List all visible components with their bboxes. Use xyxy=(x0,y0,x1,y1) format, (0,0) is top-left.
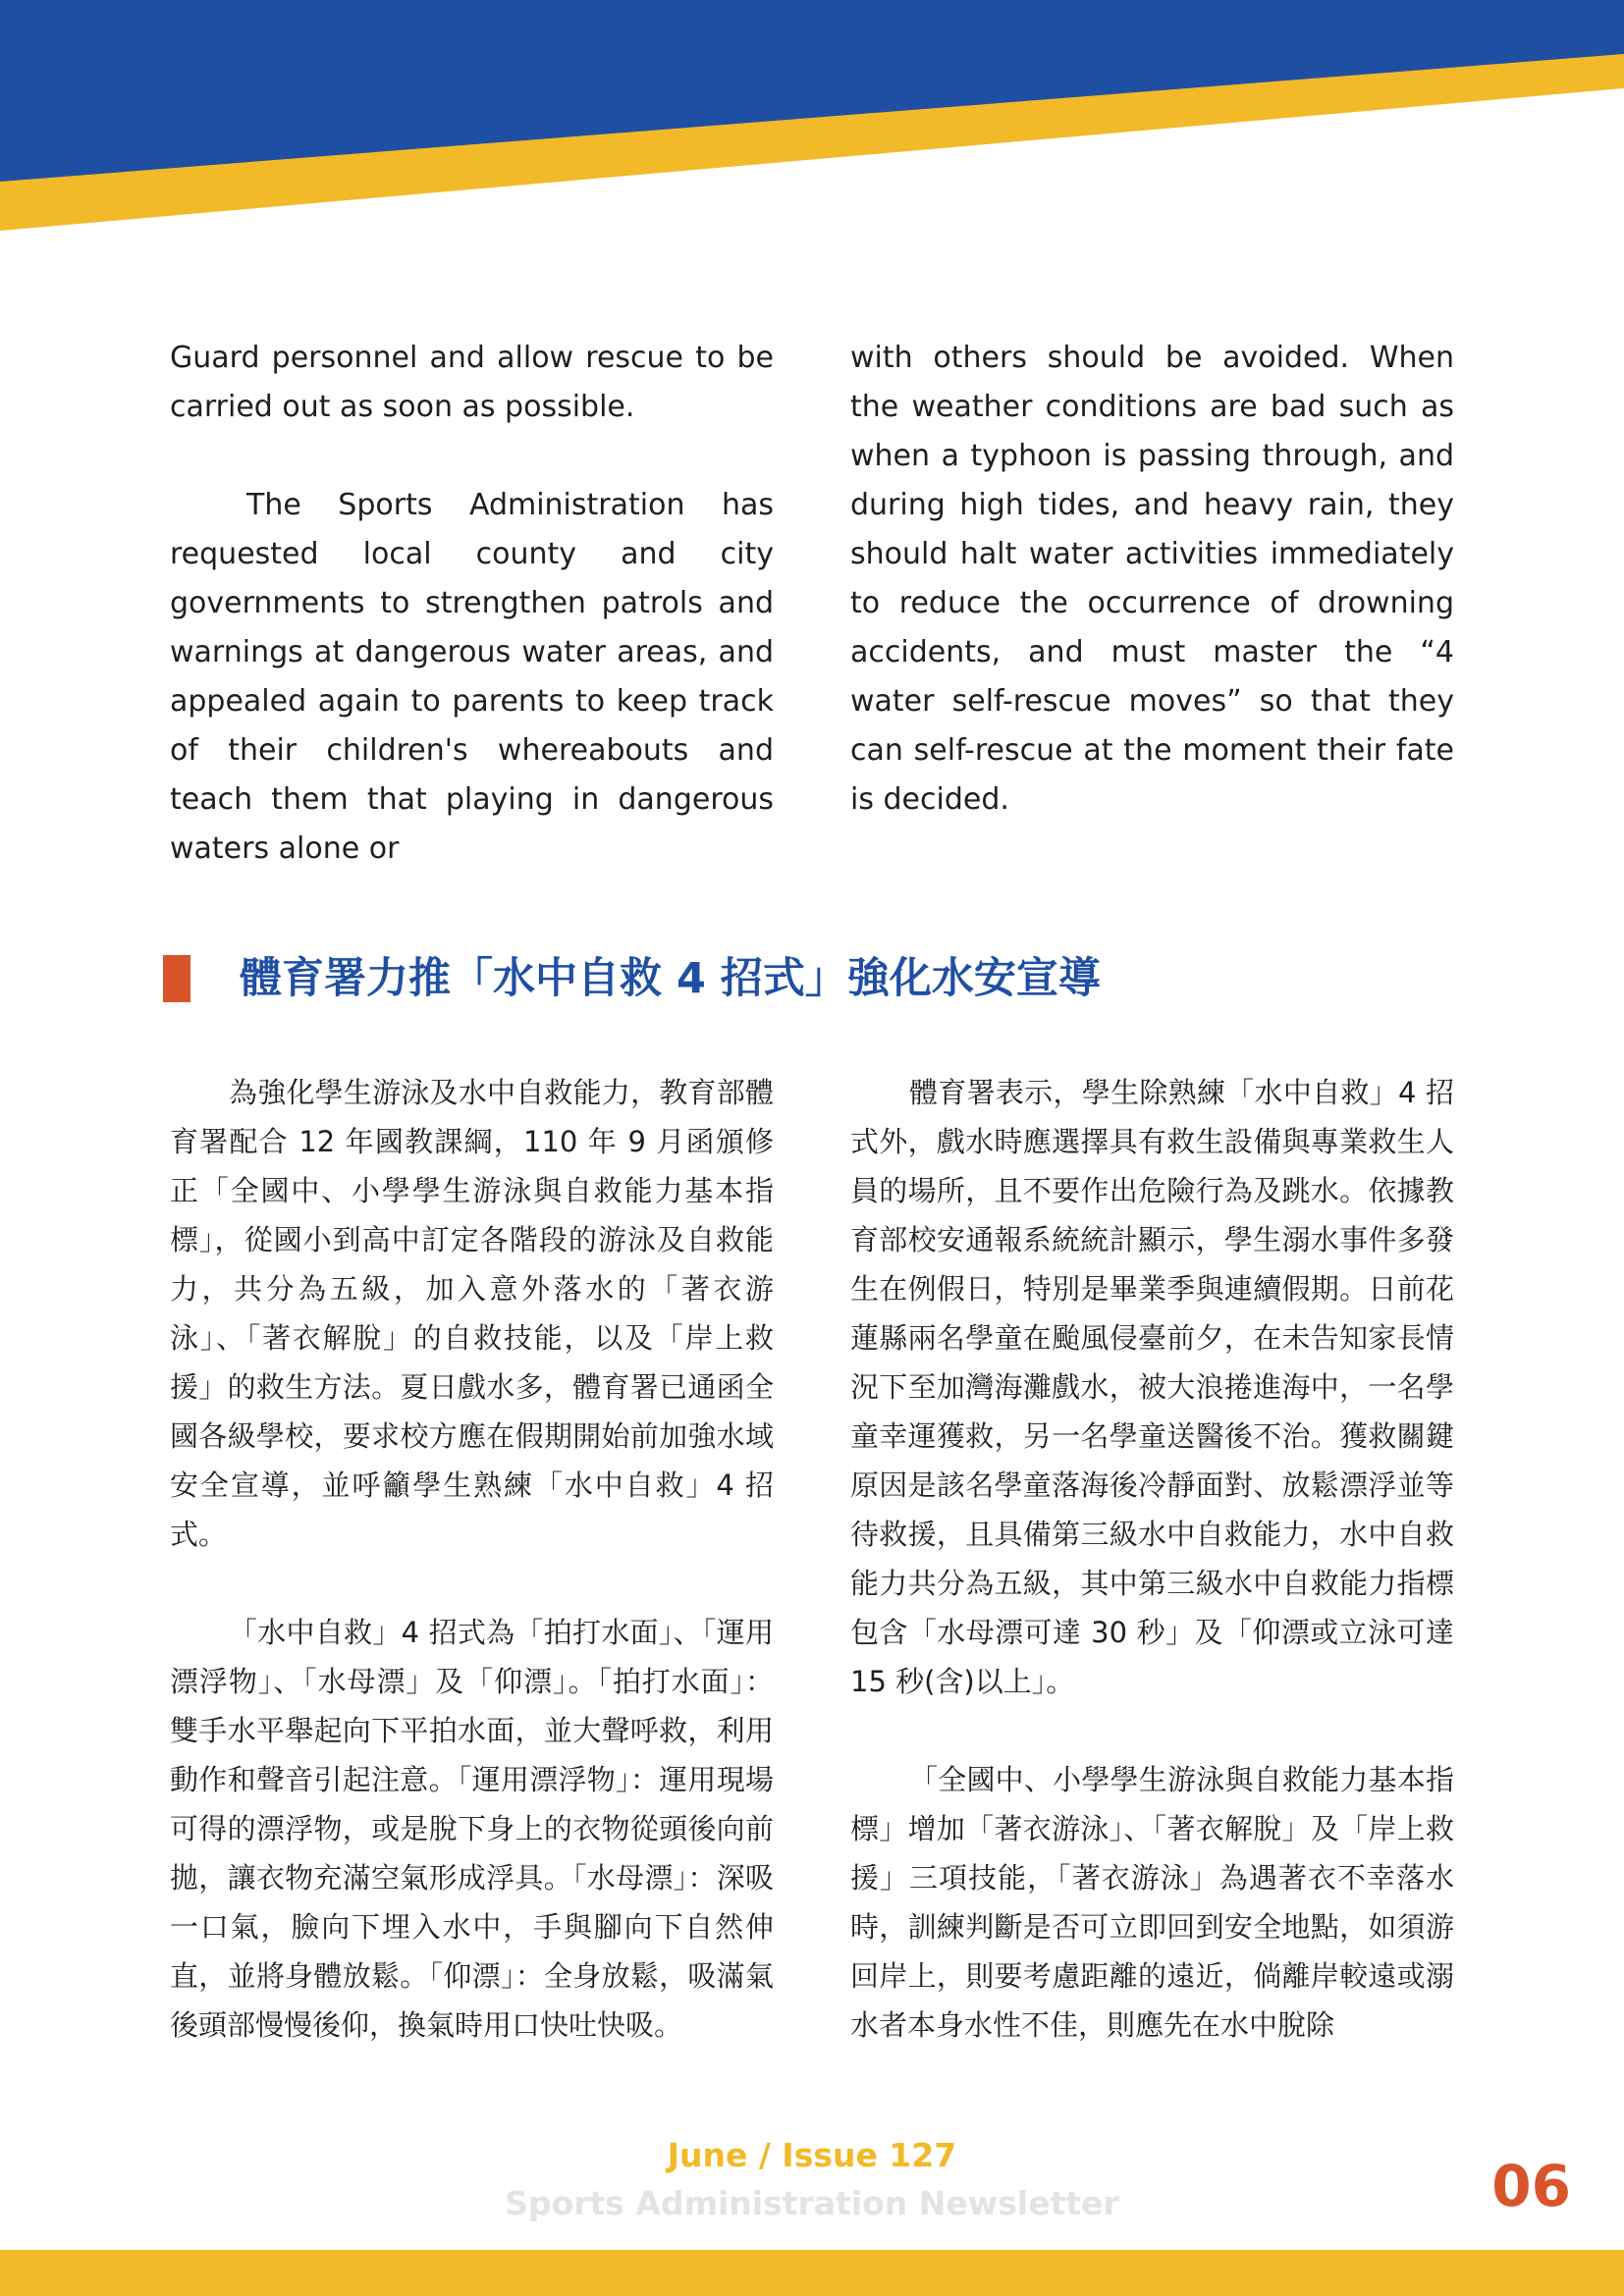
newsletter-name: Sports Administration Newsletter xyxy=(505,2184,1119,2222)
chinese-paragraph: 為強化學生游泳及水中自救能力，教育部體育署配合 12 年國教課綱，110 年 9 月函頒修正「全國中、小學學生游泳與自救能力基本指標」，從國小到高中訂定各階段的游泳及自救能力，共分為五級，加入意外落水的「著衣游泳」、「著衣解脫」的自救技能，以及「岸上救援」的救生方法。夏日戲水多，體育署已通函全國各級學校，要求校方應在假期開始前加強水域安全宣導，並呼籲學生熟練「水中自救」4 招式。 xyxy=(170,1076,774,1551)
heading-marker xyxy=(163,955,190,1002)
english-column-right xyxy=(850,334,1454,825)
page-number: 06 xyxy=(1491,2153,1571,2219)
chinese-paragraph: 體育署表示，學生除熟練「水中自救」4 招式外，戲水時應選擇具有救生設備與專業救生人員的場所，且不要作出危險行為及跳水。依據教育部校安通報系統統計顯示，學生溺水事件多發生在例假日，特別是畢業季與連續假期。日前花蓮縣兩名學童在颱風侵臺前夕，在未告知家長情況下至加灣海灘戲水，被大浪捲進海中，一名學童幸運獲救，另一名學童送醫後不治。獲救關鍵原因是該名學童落海後冷靜面對、放鬆漂浮並等待救援，且具備第三級水中自救能力，水中自救能力共分為五級，其中第三級水中自救能力指標包含「水母漂可達 30 秒」及「仰漂或立泳可達 15 秒(含)以上」。 xyxy=(850,1076,1454,1698)
section-heading xyxy=(163,947,1439,1016)
footer-band xyxy=(0,2250,1624,2296)
chinese-column-left xyxy=(170,1068,774,2050)
header-banner xyxy=(0,0,1624,236)
issue-label: June / Issue 127 xyxy=(667,2136,957,2174)
chinese-paragraph: 「水中自救」4 招式為「拍打水面」、「運用漂浮物」、「水母漂」及「仰漂」。「拍打水面」：雙手水平舉起向下平拍水面，並大聲呼救，利用動作和聲音引起注意。「運用漂浮物」：運用現場可得的漂浮物，或是脫下身上的衣物從頭後向前拋，讓衣物充滿空氣形成浮具。「水母漂」：深吸一口氣，臉向下埋入水中，手與腳向下自然伸直，並將身體放鬆。「仰漂」：全身放鬆，吸滿氣後頭部慢慢後仰，換氣時用口快吐快吸。 xyxy=(170,1616,774,2042)
english-paragraph: The Sports Administration has requested local county and city governments to strengthen patrols and warnings at dangerous water areas, and appealed again to parents to keep track of their children's whereabouts and teach them that playing in dangerous waters alone or xyxy=(170,488,774,866)
english-paragraph: Guard personnel and allow rescue to be carried out as soon as possible. xyxy=(170,341,774,424)
section-title: 體育署力推「水中自救 4 招式」強化水安宣導 xyxy=(240,954,1101,1003)
english-paragraph: with others should be avoided. When the weather conditions are bad such as when a typhoon is passing through, and during high tides, and heavy rain, they should halt water activities immediately to reduce the occurrence of drowning accidents, and must master the “4 water self-rescue moves” so that they can self-rescue at the moment their fate is decided. xyxy=(850,341,1454,817)
chinese-paragraph: 「全國中、小學學生游泳與自救能力基本指標」增加「著衣游泳」、「著衣解脫」及「岸上救援」三項技能，「著衣游泳」為遇著衣不幸落水時，訓練判斷是否可立即回到安全地點，如須游回岸上，則要考慮距離的遠近，倘離岸較遠或溺水者本身水性不佳，則應先在水中脫除 xyxy=(850,1763,1454,2042)
chinese-column-right xyxy=(850,1068,1454,2050)
english-column-left xyxy=(170,334,774,874)
